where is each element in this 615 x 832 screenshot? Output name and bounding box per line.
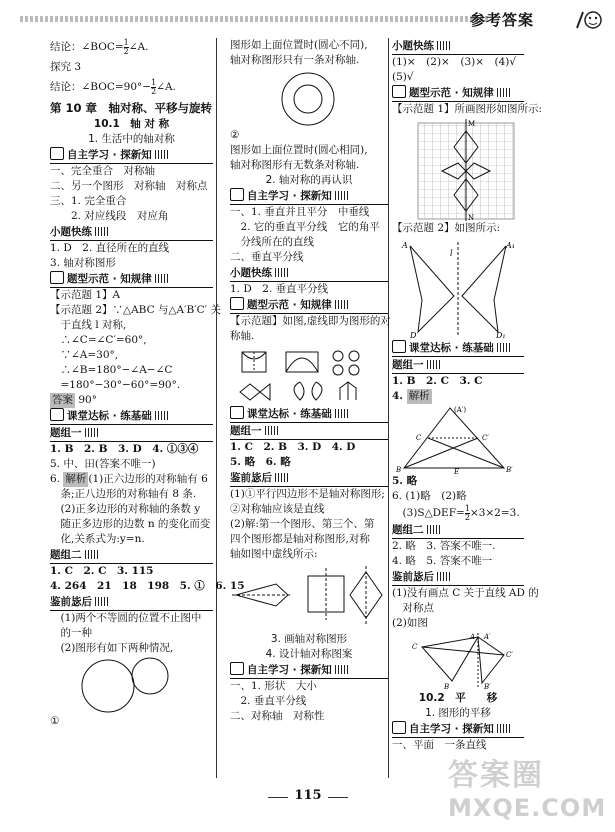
label-d1: D₁ (496, 331, 506, 340)
section-header: 鉴前毖后 (392, 569, 524, 586)
bars-icon (497, 343, 511, 352)
section-header: 题组一 (392, 357, 524, 374)
line: 1. B 2. C 3. C (392, 375, 483, 387)
label-a1: A₁ (506, 241, 515, 250)
line: 化,关系式为:y=n. (50, 533, 145, 545)
section-title: 10.2 平 移 (418, 692, 498, 704)
analysis-label: 解析 (65, 473, 87, 485)
line: 4. 略 5. 答案不唯一 (392, 555, 493, 567)
line: 【示范题 1】A (50, 289, 121, 301)
bars-icon (275, 473, 289, 482)
line: 图形如上面位置时(圆心不同), (230, 39, 368, 51)
line: 轴对称图形有无数条对称轴. (230, 159, 360, 171)
line: (1)①平行四边形不是轴对称图形; (230, 488, 385, 500)
reflection-figure (392, 631, 524, 691)
analysis-label: 解析 (408, 390, 430, 402)
book-icon (230, 297, 244, 310)
line: 四个图形都是轴对称图形,对称 (230, 533, 370, 545)
concentric-circles-figure (230, 68, 388, 128)
line: 轴如图中虚线所示: (230, 548, 318, 560)
column-3 (392, 38, 543, 780)
bars-icon (335, 191, 349, 200)
section-header: 课堂达标 · 练基础 (50, 408, 213, 425)
book-icon (392, 340, 406, 353)
line: 分线所在的直线 (230, 236, 314, 248)
line: 2. 它的垂直平分线 它的角平 (230, 221, 380, 233)
section-header: 小题快练 (230, 265, 388, 282)
section-header: 题组二 (392, 522, 524, 539)
line: ②对称轴应该是直线 (230, 503, 325, 515)
label-m: M (468, 120, 476, 128)
section-header: 题型示范 · 知规律 (230, 297, 388, 314)
line: 二、对称轴 对称性 (230, 710, 325, 722)
section-header: 鉴前毖后 (50, 594, 213, 611)
line: 3. 轴对称图形 (50, 257, 116, 269)
column-1 (50, 37, 245, 780)
label-b2: B (444, 683, 450, 691)
line: 结论：∠BOC= $\frac{1}{2}$ ∠A. (50, 37, 149, 56)
line: (3)S△DEF= $\frac{1}{2}$ ×3×2=3. (392, 503, 520, 522)
answer-line: 答案 90° (52, 394, 97, 406)
page-number: 115 (268, 788, 348, 808)
subsection-title: 4. 设计轴对称图案 (265, 648, 353, 660)
line: 1. C 2. B 3. D 4. D (230, 441, 356, 453)
section-header: 小题快练 (392, 38, 524, 55)
line: 结论：∠BOC=90°− $\frac{1}{2}$ ∠A. (50, 77, 176, 96)
line: (2)正多边形的对称轴的条数 y (50, 503, 201, 515)
book-icon (392, 721, 406, 734)
mascot-icon (573, 8, 607, 32)
two-circles-figure (50, 656, 210, 714)
line: 5. 略 (392, 475, 418, 487)
book-icon (50, 271, 64, 284)
bars-icon (427, 360, 441, 369)
butterfly-figure (392, 236, 524, 340)
line: 1. B 2. B 3. D 4. ①③④ (50, 443, 199, 455)
line: ∵∠A=30°, (50, 349, 119, 361)
line: 轴对称图形只有一条对称轴. (230, 54, 360, 66)
bars-icon (155, 411, 169, 420)
section-header: 题型示范 · 知规律 (392, 85, 524, 102)
section-header: 题组二 (50, 547, 213, 564)
line: 的一种 (50, 627, 92, 639)
label-e: E (454, 468, 460, 474)
section-header: 自主学习 · 探新知 (230, 188, 388, 205)
bars-icon (95, 227, 109, 236)
line: (1)没有画点 C 关于直线 AD 的 (392, 587, 539, 599)
line: (1)两个不等圆的位置不止图中 (50, 612, 202, 624)
column-2 (230, 38, 391, 780)
column-divider (388, 38, 389, 778)
bars-icon (275, 268, 289, 277)
book-icon (50, 408, 64, 421)
section-header: 自主学习 · 探新知 (230, 662, 388, 679)
bars-icon (437, 41, 451, 50)
label-a: A (402, 241, 408, 250)
chapter-title: 第 10 章 轴对称、平移与旋转 (50, 101, 213, 115)
line: 6. (1)略 (2)略 (392, 490, 467, 502)
section-title: 10.1 轴 对 称 (93, 118, 170, 130)
line: 一、平面 一条直线 (392, 739, 487, 751)
answer-label: 答案 (52, 394, 73, 406)
label-a-prime: (A′) (454, 406, 467, 414)
line: 称轴. (230, 330, 255, 342)
page-header (20, 8, 610, 30)
section-header: 题组一 (50, 425, 213, 442)
line: 5. 略 6. 略 (230, 456, 291, 468)
subsection-title: 1. 图形的平移 (425, 707, 491, 719)
line: 一、1. 垂直并且平分 中垂线 (230, 206, 370, 218)
subsection-title: 2. 轴对称的再认识 (265, 174, 353, 186)
line: 2. 对应线段 对应角 (50, 210, 169, 222)
grid-figure (392, 117, 524, 221)
section-header: 课堂达标 · 练基础 (230, 406, 388, 423)
line: 探究 3 (50, 61, 82, 73)
line: 1. D 2. 直径所在的直线 (50, 242, 170, 254)
line: 三、1. 完全重合 (50, 195, 127, 207)
line: 二、垂直平分线 (230, 251, 304, 263)
label-l: l (450, 249, 453, 258)
label-n: N (468, 214, 475, 221)
line: 【示范题 2】如图所示: (392, 222, 501, 234)
line: 1. D 2. 垂直平分线 (230, 283, 329, 295)
bars-icon (335, 665, 349, 674)
subsection-title: 1. 生活中的轴对称 (88, 133, 175, 145)
label-b: B (396, 466, 402, 474)
section-header: 鉴前毖后 (230, 470, 388, 487)
section-header: 题组一 (230, 423, 388, 440)
bars-icon (335, 300, 349, 309)
header-band (20, 16, 490, 22)
line: ∴∠C=∠C′=60°, (50, 334, 147, 346)
line: 二、另一个图形 对称轴 对称点 (50, 180, 208, 192)
triangle-figure (392, 404, 524, 474)
line: 随正多边形的边数 n 的变化而变 (50, 518, 211, 530)
watermark: 答案圈 MXQE.COM (448, 758, 607, 822)
axis-figures-row (230, 562, 388, 628)
bars-icon (427, 525, 441, 534)
subsection-title: 3. 画轴对称图形 (270, 633, 348, 645)
line: 一、1. 形状 大小 (230, 680, 317, 692)
line: 4. 264 21 18 198 5. ① 6. 15 (50, 580, 245, 592)
label-b-prime: B′ (506, 466, 513, 474)
label-c-prime: C′ (482, 434, 489, 442)
book-icon (230, 188, 244, 201)
label-c-prime-2: C′ (506, 651, 513, 659)
line: 一、完全重合 对称轴 (50, 165, 155, 177)
line: (2)图形有如下两种情况, (50, 642, 174, 654)
line: ② (230, 129, 240, 141)
line: 对称点 (392, 602, 434, 614)
book-icon (230, 406, 244, 419)
line: 6. 解析 (1)正六边形的对称轴有 6 (50, 473, 208, 485)
line: 1. C 2. C 3. 115 (50, 565, 154, 577)
line: 【示范题】如图,虚线即为图形的对 (230, 315, 391, 327)
line: 4. 解析 (392, 390, 430, 402)
line: 5. 中、田(答案不唯一) (50, 458, 156, 470)
bars-icon (497, 724, 511, 733)
section-header: 课堂达标 · 练基础 (392, 340, 524, 357)
label-a-prime-2: A′ (484, 633, 491, 641)
label-c2: C (412, 643, 418, 651)
line: 2. 垂直平分线 (230, 695, 307, 707)
line: 条;正八边形的对称轴有 8 条. (50, 488, 197, 500)
line: ∴∠B=180°−∠A−∠C (50, 364, 173, 376)
section-header: 题型示范 · 知规律 (50, 271, 213, 288)
bars-icon (437, 572, 451, 581)
symmetry-figures-row (230, 344, 388, 406)
section-header: 自主学习 · 探新知 (392, 721, 524, 738)
label-d: D (410, 331, 417, 340)
line: ① (50, 715, 60, 727)
bars-icon (85, 550, 99, 559)
line: 【示范题 2】∵△ABC 与△A′B′C′ 关 (50, 304, 221, 316)
section-header: 小题快练 (50, 224, 213, 241)
bars-icon (155, 150, 169, 159)
line: (1)× (2)× (3)× (4)√ (392, 56, 517, 68)
bars-icon (85, 428, 99, 437)
section-header: 自主学习 · 探新知 (50, 147, 213, 164)
label-c: C (416, 434, 422, 442)
book-icon (230, 662, 244, 675)
line: (2)解:第一个图形、第三个、第 (230, 518, 375, 530)
label-b-prime-2: B′ (484, 683, 491, 691)
line: (2)如图 (392, 617, 428, 629)
bars-icon (335, 409, 349, 418)
column-divider (216, 38, 217, 778)
book-icon (392, 85, 406, 98)
label-a2: A (470, 633, 476, 641)
line: 【示范题 1】所画图形如图所示: (392, 103, 543, 115)
line: (5)√ (392, 71, 414, 83)
header-title: 参考答案 (470, 11, 535, 29)
bars-icon (497, 88, 511, 97)
line: 图形如上面位置时(圆心相同), (230, 144, 368, 156)
line: 2. 略 3. 答案不唯一. (392, 540, 496, 552)
line: =180°−30°−60°=90°. (50, 379, 181, 391)
bars-icon (95, 597, 109, 606)
bars-icon (265, 426, 279, 435)
line: 于直线 l 对称, (50, 319, 127, 331)
bars-icon (155, 274, 169, 283)
book-icon (50, 147, 64, 160)
